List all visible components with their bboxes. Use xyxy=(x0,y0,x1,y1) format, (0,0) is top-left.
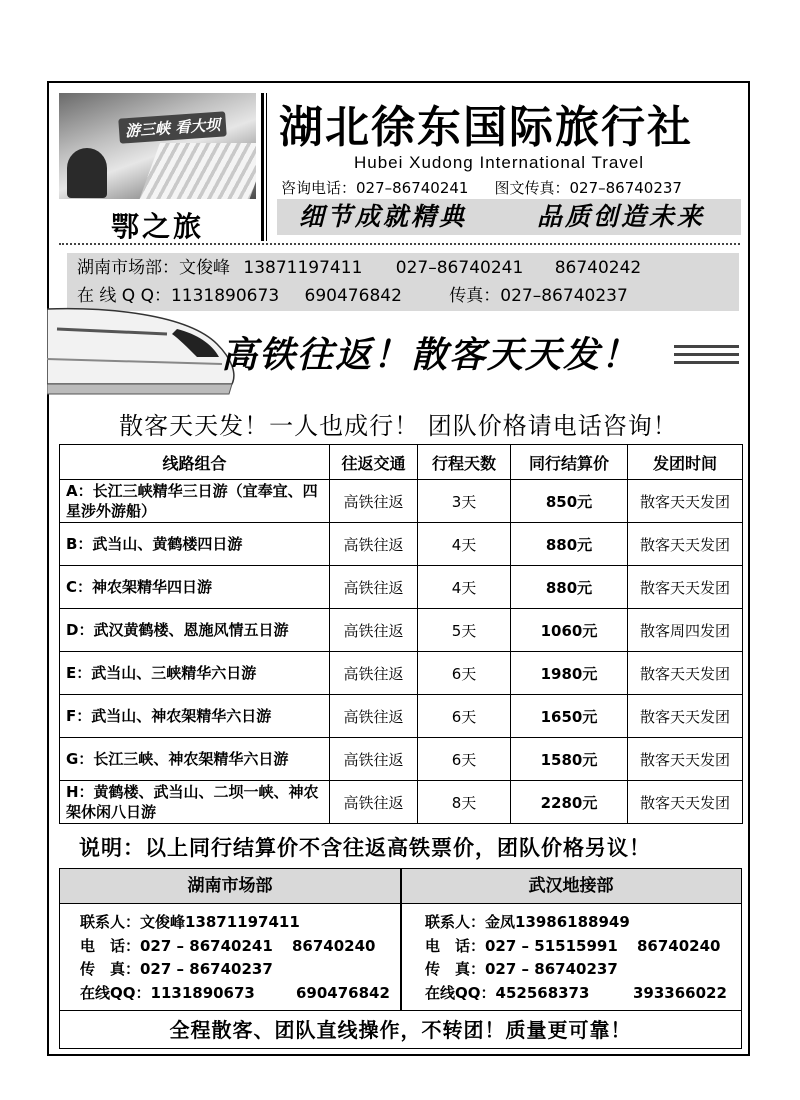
route-days: 6天 xyxy=(418,652,511,695)
left-contact-lines xyxy=(80,911,395,1005)
route-price: 880元 xyxy=(511,523,628,566)
company-name-en: Hubei Xudong International Travel xyxy=(354,153,645,172)
route-days: 4天 xyxy=(418,523,511,566)
left-qq: 在线QQ：1131890673 xyxy=(80,983,255,1002)
contacts-divider xyxy=(400,869,402,1010)
route-name: C：神农架精华四日游 xyxy=(60,566,330,609)
left-dept-title: 湖南市场部 xyxy=(60,869,400,904)
header-phone: 咨询电话：027–86740241 xyxy=(281,179,469,197)
right-phone-line xyxy=(425,935,735,959)
logo-box xyxy=(59,93,256,243)
left-contact: 联系人：文俊峰13871197411 xyxy=(80,913,300,931)
company-name-cn: 湖北徐东国际旅行社 xyxy=(279,102,693,153)
slogan-part-2: 品质创造未来 xyxy=(537,202,706,231)
logo-banner: 游三峡 看大坝 xyxy=(118,111,227,143)
route-price: 1580元 xyxy=(511,738,628,781)
header-divider-thin xyxy=(266,93,267,241)
right-qq-line xyxy=(425,982,735,1006)
route-price: 1650元 xyxy=(511,695,628,738)
market-qq: 在 线 Q Q：1131890673 xyxy=(77,286,280,306)
table-row xyxy=(60,781,743,824)
left-fax: 传 真：027 – 86740237 xyxy=(80,960,273,978)
route-name: B：武当山、黄鹤楼四日游 xyxy=(60,523,330,566)
route-departure: 散客天天发团 xyxy=(628,480,743,523)
contacts-box xyxy=(59,868,742,1011)
route-name: A：长江三峡精华三日游（宜奉宜、四星涉外游船） xyxy=(60,480,330,523)
market-row-1 xyxy=(77,254,641,282)
route-departure: 散客天天发团 xyxy=(628,566,743,609)
route-name: F：武当山、神农架精华六日游 xyxy=(60,695,330,738)
market-phone2: 86740242 xyxy=(554,258,642,278)
route-transport: 高铁往返 xyxy=(330,652,418,695)
left-phone-line xyxy=(80,935,395,959)
speed-lines-icon xyxy=(674,345,739,369)
high-speed-train-icon xyxy=(47,289,247,404)
market-phone: 027–86740241 xyxy=(395,258,524,278)
footer-slogan: 全程散客、团队直线操作，不转团！质量更可靠！ xyxy=(59,1011,742,1049)
route-price: 850元 xyxy=(511,480,628,523)
table-row xyxy=(60,738,743,781)
header-divider xyxy=(261,93,264,241)
route-name: D：武汉黄鹤楼、恩施风情五日游 xyxy=(60,609,330,652)
header-price: 同行结算价 xyxy=(511,445,628,480)
market-qq2: 690476842 xyxy=(304,286,402,306)
table-header-row xyxy=(60,445,743,480)
right-contact-lines xyxy=(425,911,735,1005)
left-phone: 电 话：027 – 86740241 xyxy=(80,936,273,955)
table-row xyxy=(60,609,743,652)
route-days: 4天 xyxy=(418,566,511,609)
table-row xyxy=(60,652,743,695)
route-days: 8天 xyxy=(418,781,511,824)
route-transport: 高铁往返 xyxy=(330,609,418,652)
route-price: 1980元 xyxy=(511,652,628,695)
route-departure: 散客天天发团 xyxy=(628,695,743,738)
left-qq-line xyxy=(80,982,395,1006)
logo-photo xyxy=(59,93,256,199)
left-qq2: 690476842 xyxy=(296,983,390,1002)
slogan-bar xyxy=(277,199,741,235)
route-transport: 高铁往返 xyxy=(330,480,418,523)
route-name: G：长江三峡、神农架精华六日游 xyxy=(60,738,330,781)
header-transport: 往返交通 xyxy=(330,445,418,480)
table-row xyxy=(60,695,743,738)
route-price: 880元 xyxy=(511,566,628,609)
routes-table xyxy=(59,444,743,824)
dotted-divider xyxy=(59,243,740,245)
table-row xyxy=(60,523,743,566)
route-price: 2280元 xyxy=(511,781,628,824)
table-row xyxy=(60,566,743,609)
route-price: 1060元 xyxy=(511,609,628,652)
left-phone2: 86740240 xyxy=(292,936,376,955)
header-days: 行程天数 xyxy=(418,445,511,480)
tagline: 散客天天发！一人也成行！ 团队价格请电话咨询！ xyxy=(119,412,678,440)
market-fax: 传真：027–86740237 xyxy=(449,286,628,306)
header-route: 线路组合 xyxy=(60,445,330,480)
route-departure: 散客天天发团 xyxy=(628,523,743,566)
route-transport: 高铁往返 xyxy=(330,695,418,738)
right-qq2: 393366022 xyxy=(633,983,727,1002)
route-days: 6天 xyxy=(418,738,511,781)
route-transport: 高铁往返 xyxy=(330,781,418,824)
header-fax: 图文传真：027–86740237 xyxy=(494,179,682,197)
flyer-frame xyxy=(47,81,750,1056)
route-transport: 高铁往返 xyxy=(330,523,418,566)
route-transport: 高铁往返 xyxy=(330,738,418,781)
right-phone: 电 话：027 – 51515991 xyxy=(425,936,618,955)
market-mobile: 13871197411 xyxy=(243,258,363,278)
right-dept-title: 武汉地接部 xyxy=(401,869,741,904)
slogan-part-1: 细节成就精典 xyxy=(299,202,468,231)
route-name: H：黄鹤楼、武当山、二坝一峡、神农架休闲八日游 xyxy=(60,781,330,824)
right-qq: 在线QQ：452568373 xyxy=(425,983,590,1002)
route-transport: 高铁往返 xyxy=(330,566,418,609)
header-contact-line xyxy=(281,177,708,198)
route-departure: 散客天天发团 xyxy=(628,781,743,824)
right-contact: 联系人：金凤13986188949 xyxy=(425,913,630,931)
route-days: 5天 xyxy=(418,609,511,652)
route-departure: 散客周四发团 xyxy=(628,609,743,652)
header-departure: 发团时间 xyxy=(628,445,743,480)
table-row xyxy=(60,480,743,523)
dam-water-illustration xyxy=(138,143,256,199)
route-days: 3天 xyxy=(418,480,511,523)
tourist-figure xyxy=(67,148,107,198)
market-contact: 湖南市场部：文俊峰 xyxy=(77,258,230,278)
route-days: 6天 xyxy=(418,695,511,738)
route-name: E：武当山、三峡精华六日游 xyxy=(60,652,330,695)
price-note: 说明：以上同行结算价不含往返高铁票价，团队价格另议！ xyxy=(79,836,651,860)
route-departure: 散客天天发团 xyxy=(628,738,743,781)
big-slogan: 高铁往返！散客天天发！ xyxy=(221,335,640,376)
logo-text: 鄂之旅 xyxy=(110,210,204,243)
right-phone2: 86740240 xyxy=(637,936,721,955)
route-departure: 散客天天发团 xyxy=(628,652,743,695)
right-fax: 传 真：027 – 86740237 xyxy=(425,960,618,978)
